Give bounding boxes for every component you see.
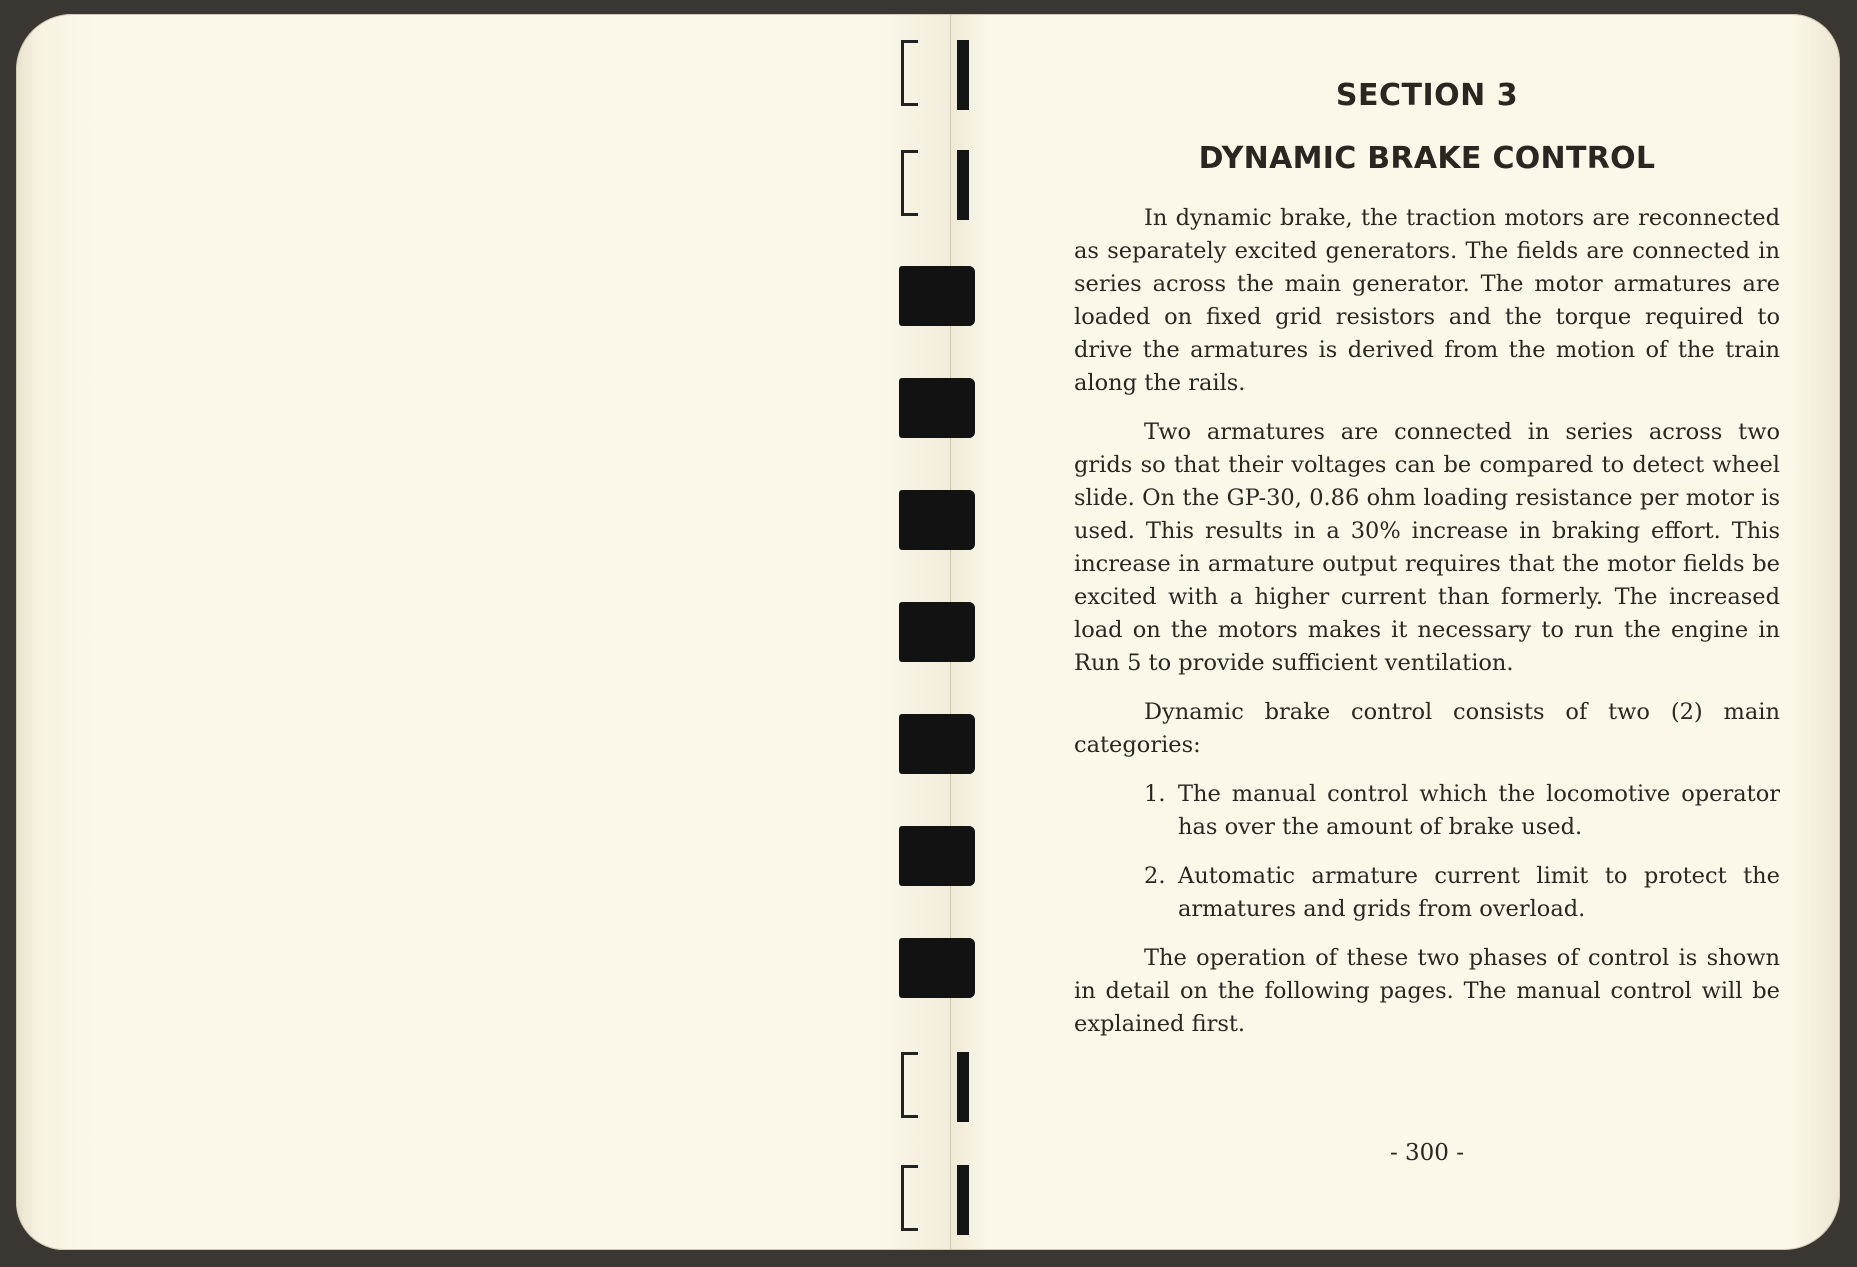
binding-ring <box>901 40 918 106</box>
binding-ring <box>899 714 975 774</box>
binding-ring <box>899 378 975 438</box>
list-item <box>1074 778 1780 844</box>
binding-ring <box>899 490 975 550</box>
list-item-text: The manual control which the locomotive operator has over the amount of brake used. <box>1178 781 1780 840</box>
binding-ring <box>899 602 975 662</box>
closing-paragraph: The operation of these two phases of control is shown in detail on the following pages. The manual control will be explained first. <box>1074 945 1780 1037</box>
left-page <box>16 14 951 1250</box>
page-number: - 300 - <box>1389 1140 1465 1166</box>
list-item-number: 2. <box>1144 863 1166 889</box>
category-list <box>1074 778 1780 926</box>
binding-ring <box>957 150 969 220</box>
spiral-binding <box>895 0 1005 1267</box>
binding-ring <box>901 150 918 216</box>
list-item <box>1074 860 1780 926</box>
body-paragraph: Two armatures are connected in series across two grids so that their voltages can be compared to detect wheel slide. On the GP-30, 0.86 ohm loading resistance per motor is used. This results in a 30% increase in braking effort. This increase in armature output requires that the motor fields be excited with a higher current than formerly. The increased load on the motors makes it necessary to run the engine in Run 5 to provide sufficient ventilation. <box>1074 419 1780 676</box>
body-paragraph: In dynamic brake, the traction motors are reconnected as separately excited generators. The fields are connected in series across the main generator. The motor armatures are loaded on fixed grid resistors and the torque required to drive the armatures is derived from the motion of the train along the rails. <box>1074 205 1780 396</box>
binding-ring <box>901 1165 918 1231</box>
binding-ring <box>899 266 975 326</box>
page-content <box>1074 78 1780 1057</box>
binding-ring <box>957 1052 969 1122</box>
binding-ring <box>957 40 969 110</box>
list-item-number: 1. <box>1144 781 1166 807</box>
body-paragraph: Dynamic brake control consists of two (2) main categories: <box>1074 699 1780 758</box>
binding-ring <box>899 826 975 886</box>
section-title: DYNAMIC BRAKE CONTROL <box>1198 141 1656 176</box>
binding-ring <box>901 1052 918 1118</box>
list-item-text: Automatic armature current limit to protect the armatures and grids from overload. <box>1178 863 1780 922</box>
section-label: SECTION 3 <box>1335 78 1519 113</box>
binding-ring <box>957 1165 969 1235</box>
binding-ring <box>899 938 975 998</box>
